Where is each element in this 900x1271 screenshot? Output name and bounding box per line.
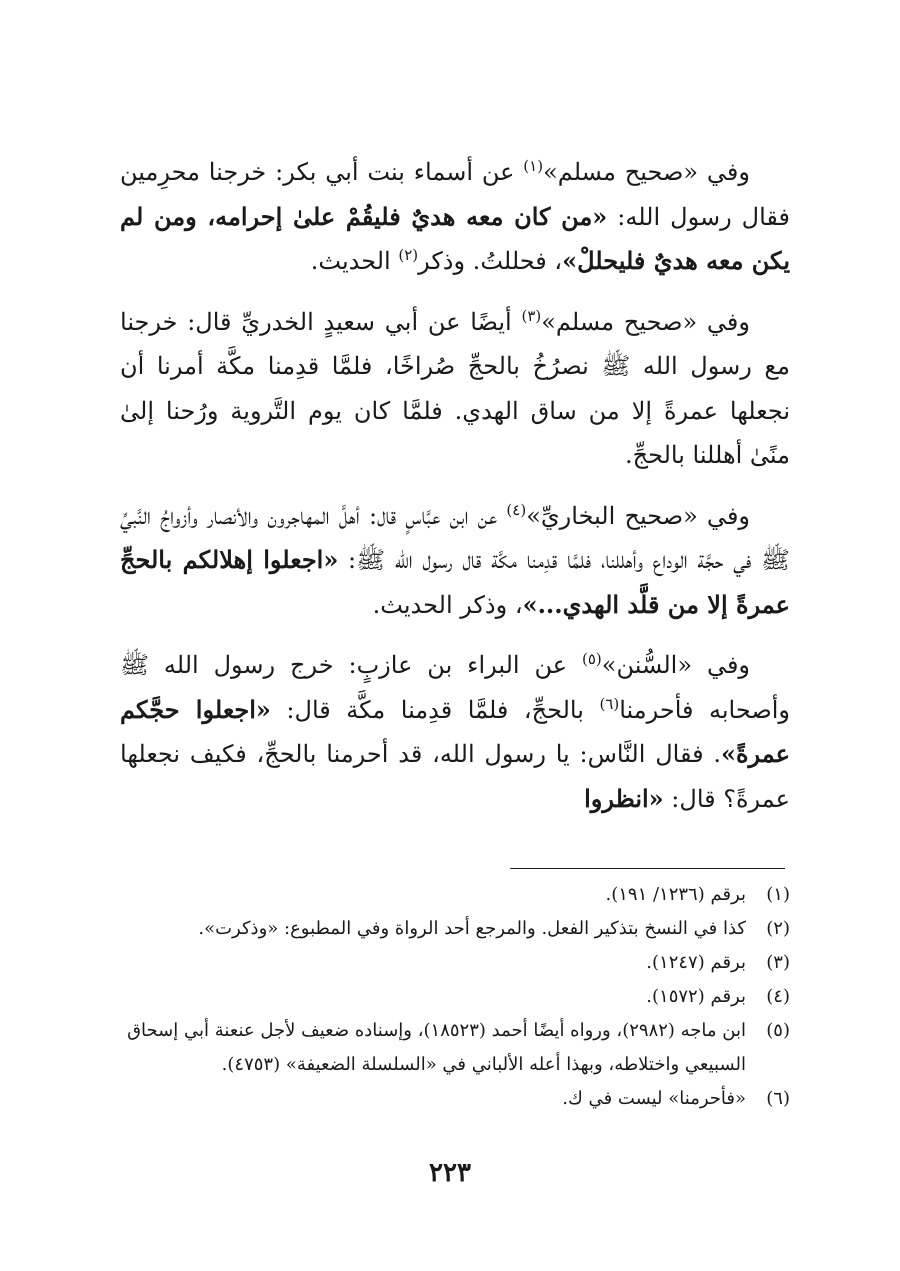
page-number: ٢٢٣ [429,1158,471,1188]
text-run: عن البراء بن عازبٍ: خرج رسول الله ﷺ وأصحابه فأحرمنا [120,651,790,724]
footnote [110,912,790,946]
footnote [110,878,790,912]
footnote-text: برقم (١٢٣٦/ ١٩١). [605,884,746,905]
text-run: ، وذكر الحديث. [372,590,523,619]
footnote-reference: (٢) [398,246,419,264]
paragraph [120,150,790,284]
footnote [110,946,790,980]
main-text [120,150,790,837]
footnote-number: (٦) [766,1088,790,1109]
footnote-text: «فأحرمنا» ليست في ك. [562,1088,746,1109]
text-run: وفي «صحيح مسلم» [543,158,750,186]
footnote-reference: (٥) [581,650,602,668]
footnotes [110,878,790,1116]
footnote [110,980,790,1014]
footnote-text: برقم (١٥٧٢). [646,986,746,1007]
hadith-quote: «انظروا [584,783,664,813]
text-run: وفي «صحيح البخاريِّ» [526,501,751,530]
footnote-text: كذا في النسخ بتذكير الفعل. والمرجع أحد الرواة وفي المطبوع: «وذكرت». [198,918,746,939]
hadith-quote: «من كان معه هديٌ فليقُمْ علىٰ إحرامه، ومن لم يكن معه هديٌ فليحللْ» [120,201,790,275]
footnote-reference: (٤) [506,500,527,519]
text-run: عن ابن عبَّاسٍ قال: أهلَّ المهاجرون والأنصار وأزواجُ النَّبيِّ ﷺ في حجَّة الوداع وأهللنا، فلمَّا قدِمنا مكَّة قال رسول الله ﷺ: [120,501,791,574]
text-run: . فقال النَّاس: يا رسول الله، قد أحرمنا بالحجِّ، فكيف نجعلها عمرةً؟ قال: [120,740,790,813]
paragraph [120,300,790,478]
text-run: الحديث. [310,247,399,275]
hadith-quote: «اجعلوا حجَّكم عمرةً» [120,694,790,768]
footnote-number: (٤) [766,986,790,1007]
footnote-number: (١) [766,884,790,905]
footnote-reference: (١) [523,157,544,175]
hadith-quote: «اجعلوا إهلالكم بالحجِّ عمرةً إلا من قلَّد الهدي...» [120,545,790,619]
footnote-reference: (٣) [521,306,542,325]
text-run: ، فحللتُ. وذكر [418,247,563,275]
footnote-number: (٣) [766,952,790,973]
text-run: بالحجِّ، فلمَّا قدِمنا مكَّة قال: [270,695,600,724]
text-run: عن أسماء بنت أبي بكر: خرجنا محرِمين فقال رسول الله: [120,158,790,231]
footnote [110,1082,790,1116]
text-run: أيضًا عن أبي سعيدٍ الخدريِّ قال: خرجنا مع رسول الله ﷺ نصرُخُ بالحجِّ صُراخًا، فلمَّا قدِمنا مكَّة أمرنا أن نجعلها عمرةً إلا من ساق الهدي. فلمَّا كان يوم التَّروية ورُحنا إلىٰ منًىٰ أهللنا بالحجِّ. [120,307,791,469]
footnote-separator [510,868,785,869]
footnote-reference: (٦) [599,694,620,713]
paragraph [120,643,790,821]
text-run: وفي «صحيح مسلم» [541,307,750,336]
footnote-text: برقم (١٢٤٧). [646,952,746,973]
footnote-number: (٢) [766,918,790,939]
footnote-text: ابن ماجه (٢٩٨٢)، ورواه أيضًا أحمد (١٨٥٢٣)، وإسناده ضعيف لأجل عنعنة أبي إسحاق السبيعي واختلاطه، وبهذا أعله الألباني في «السلسلة الضعيفة» (٤٧٥٣). [127,1020,746,1075]
text-run: وفي «السُّنن» [601,651,751,679]
paragraph [120,494,790,628]
footnote-number: (٥) [766,1020,790,1041]
footnote [110,1014,790,1082]
